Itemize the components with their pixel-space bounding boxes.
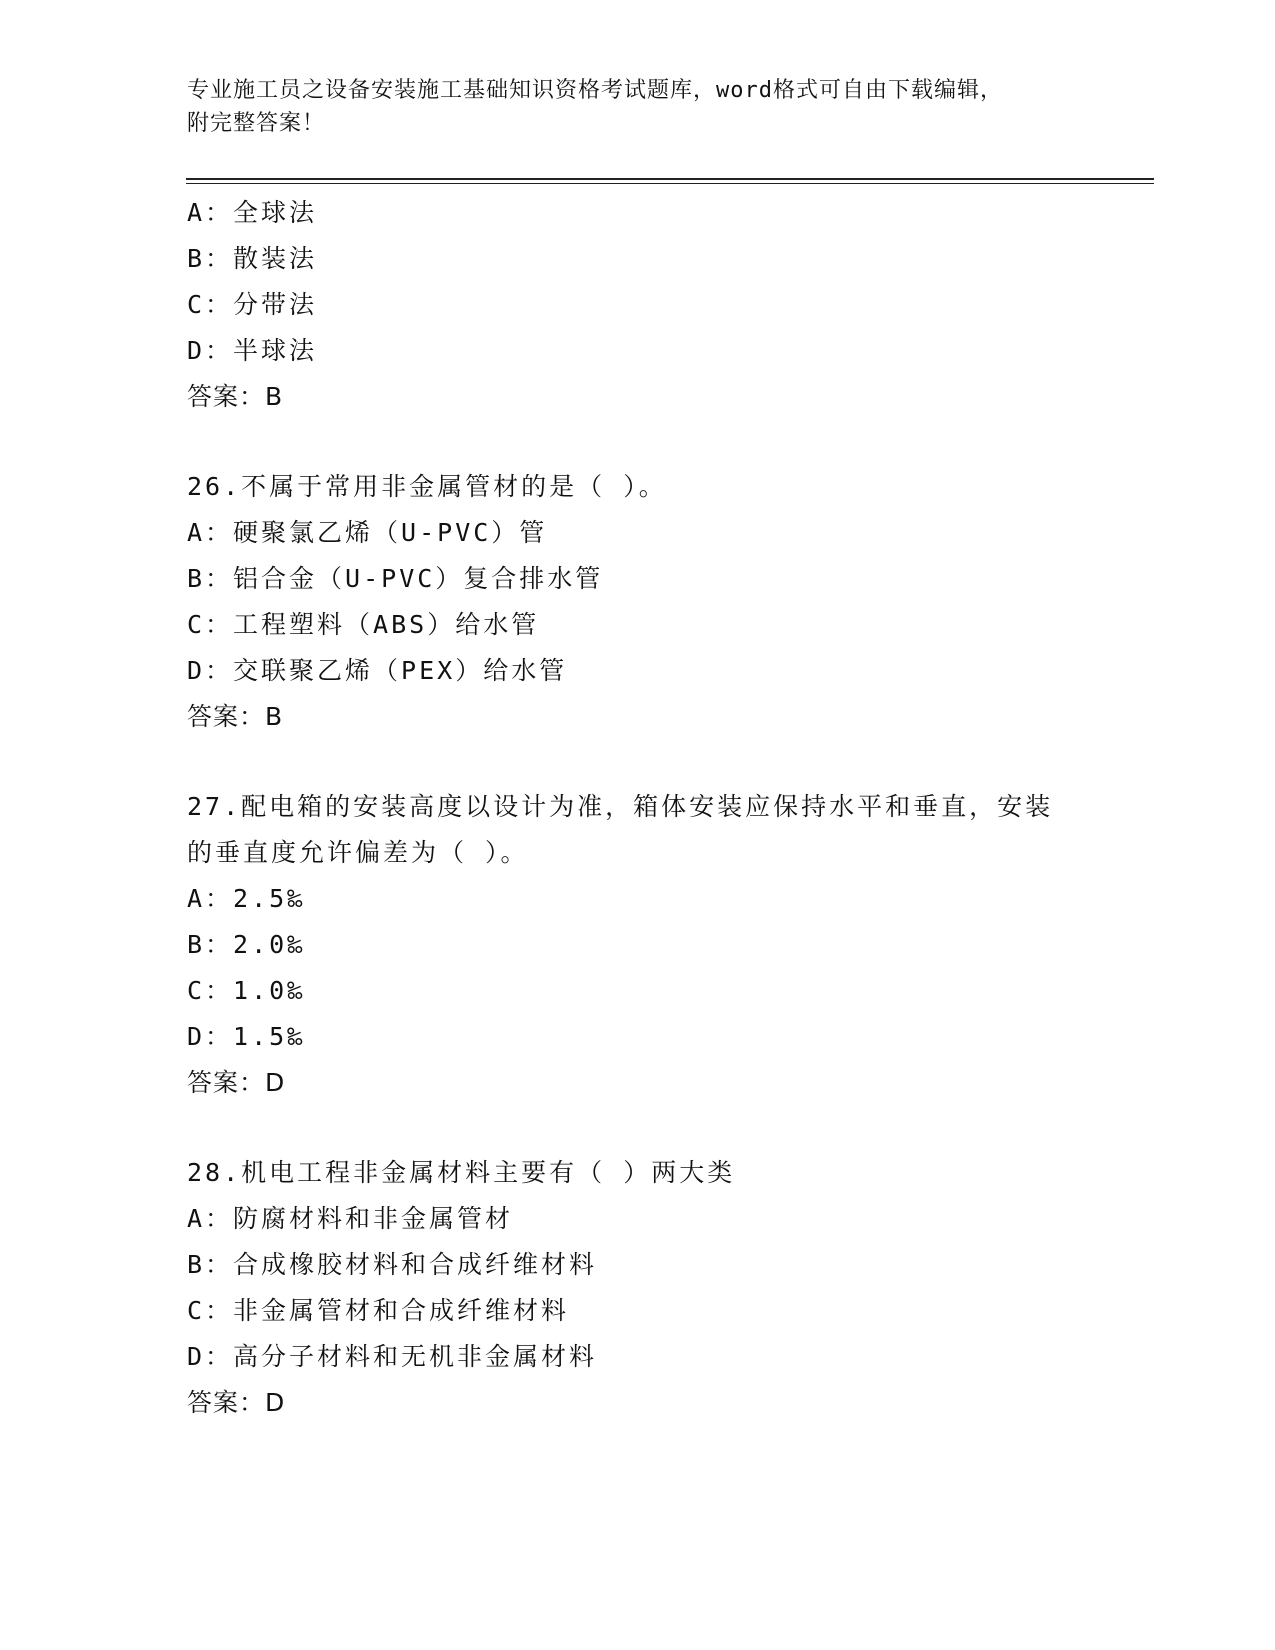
header-line-1: 专业施工员之设备安装施工基础知识资格考试题库，word格式可自由下载编辑， xyxy=(187,78,1003,103)
option-a: A：硬聚氯乙烯（U-PVC）管 xyxy=(187,518,548,547)
answer: 答案：D xyxy=(187,1388,286,1417)
spacer xyxy=(187,1106,1087,1150)
option-b: B：合成橡胶材料和合成纤维材料 xyxy=(187,1250,598,1279)
header-line-2: 附完整答案！ xyxy=(187,111,326,136)
question-list xyxy=(187,190,1087,1426)
option-d: D：高分子材料和无机非金属材料 xyxy=(187,1342,598,1371)
header-divider-thin xyxy=(186,183,1154,184)
option-c: C：1.0‰ xyxy=(187,976,306,1005)
question-28 xyxy=(187,1150,1087,1426)
spacer xyxy=(187,740,1087,784)
option-b: B：散装法 xyxy=(187,244,318,273)
question-stem: 26.不属于常用非金属管材的是（ ）。 xyxy=(187,472,667,501)
question-stem-line-1: 27.配电箱的安装高度以设计为准，箱体安装应保持水平和垂直，安装 xyxy=(187,792,1054,821)
answer: 答案：B xyxy=(187,702,284,731)
option-a: A：全球法 xyxy=(187,198,318,227)
option-c: C：分带法 xyxy=(187,290,318,319)
question-26 xyxy=(187,464,1087,740)
option-b: B：铝合金（U-PVC）复合排水管 xyxy=(187,564,604,593)
option-d: D：1.5‰ xyxy=(187,1022,306,1051)
option-b: B：2.0‰ xyxy=(187,930,306,959)
spacer xyxy=(187,420,1087,464)
answer: 答案：B xyxy=(187,382,284,411)
question-stem: 28.机电工程非金属材料主要有（ ）两大类 xyxy=(187,1158,736,1187)
answer: 答案：D xyxy=(187,1068,286,1097)
option-c: C：工程塑料（ABS）给水管 xyxy=(187,610,540,639)
option-c: C：非金属管材和合成纤维材料 xyxy=(187,1296,570,1325)
question-stem-line-2: 的垂直度允许偏差为（ ）。 xyxy=(187,838,529,867)
option-a: A：2.5‰ xyxy=(187,884,306,913)
option-a: A：防腐材料和非金属管材 xyxy=(187,1204,514,1233)
question-25 xyxy=(187,190,1087,420)
header-divider-thick xyxy=(186,178,1154,180)
document-header xyxy=(187,74,1087,140)
option-d: D：半球法 xyxy=(187,336,318,365)
question-27 xyxy=(187,784,1087,1106)
option-d: D：交联聚乙烯（PEX）给水管 xyxy=(187,656,568,685)
